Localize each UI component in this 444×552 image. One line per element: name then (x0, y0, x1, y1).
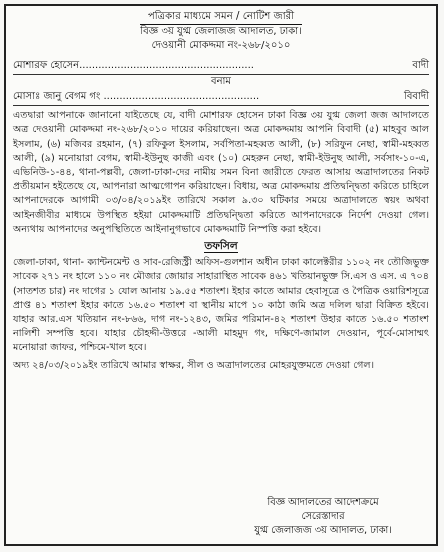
versus-label: বনাম (211, 75, 231, 87)
versus-row (13, 75, 429, 89)
plaintiff-role: বাদী (412, 59, 429, 71)
defendant-role: বিবাদী (403, 91, 429, 103)
closing-paragraph: অদ্য ২৪/০৩/২০১৯ইং তারিখে আমার স্বাক্ষর, সীল ও অত্রাদালতের মোহরযুক্তমতে দেওয়া গেল। (13, 359, 374, 371)
notice-header (13, 10, 429, 54)
schedule-paragraph: জেলা-ঢাকা, থানা- ক্যান্টনমেন্ট ও সাব-রেজিস্ট্রী অফিস-গুলশান অধীন ঢাকা কালেক্টরীর ১১০২ নং তৌজিভুক্ত সাবেক ২৭১ নং হালে ১১০ নং মৌজার জোয়ার সাহারাস্থিত সাবেক ৪৬১ খতিয়ানভুক্ত সি.এস ও এস. এ ৭০৪ (সাতশত চার) নং দাগের ১ যোল আনায় ১৯.৫৫ শতাংশ। ইহার কাতে আমার হেবাসূত্রে ও পৈত্রিক ওয়ারিশসূত্রে প্রাপ্ত ৪১ শতাংশ ইহার কাতে ১৬.৫০ শতাংশ বা স্থানীয় মাপে ১০ কাঠা জমি অত্র দলিল দ্বারা বিক্রিত হইবে। যাহার আর.এস খতিয়ান নং-৮৬৬, দাগ নং-১২৪৩, জমির পরিমান-৪২ শতাংশ উহার কাতে ১৬.৫০ শতাংশ নালিশী সম্পত্তি হবে। যাহার চৌহদ্দী-উত্তরে -আলী মাহমুদ গং, দক্ষিণে-জামাল দেওয়ান, পূর্বে-মোসাম্মৎ মনোয়ারা জাফর, পশ্চিমে-খাল হবে। (13, 257, 429, 354)
defendant-row (13, 89, 429, 106)
case-number: দেওয়ানী মোকদ্দমা নং-২৬৮/২০১০ (151, 40, 291, 52)
schedule-heading (13, 239, 429, 253)
plaintiff-row (13, 58, 429, 75)
court-name: বিজ্ঞ ৩য় যুগ্ম জেলাজজ আদালত, ঢাকা। (140, 26, 302, 38)
signature-line-1: বিজ্ঞ আদালতের আদেশক্রমে (267, 497, 379, 508)
parties-block (13, 58, 429, 107)
signature-line-2: সেরেস্তাদার (301, 511, 345, 522)
signature-line-3: যুগ্ম জেলাজজ ৩য় আদালত, ঢাকা। (254, 525, 392, 536)
court-notice (4, 4, 438, 546)
notice-title: পত্রিকার মাধ্যমে সমন / নোটিশ জারী (140, 10, 302, 25)
notice-paragraph: এতদ্বারা আপনাকে জানানো যাইতেছে যে, বাদী মোশারফ হোসেন ঢাকা বিজ্ঞ ৩য় যুগ্ম জেলা জজ আদালতে অত্র দেওয়ানী মোকদ্দমা নং-২৬৮/২০১০ দায়ের করিয়াছেন। অত্র মোকদ্দমায় আপনি বিবাদী (৫) মাহবুব আল ইসলাম, (৬) মজিবর রহমান, (৭) রফিকুল ইসলাম, সর্বপিতা-মহব্বত আলী, (৮) সরিফুন নেছা, স্বামী-মহব্বত আলী, (৯) মনোয়ারা বেগম, স্বামী-ইউনুছ কাজী এবং (১০) মেহরুন নেছা, স্বামী-ইউনুছ আলী, সর্বসাং-১০-এ, এভিনিউ-১-৪৪, থানা-পল্লবী, জেলা-ঢাকা-দের নামীয় সমন বিনা জারীতে ফেরত আসায় অত্রাদালতের নিকট প্রতীয়মান হইতেছে যে, আপনারা আত্মগোপন করিয়াছেন। বিধায়, অত্র মোকদ্দমায় প্রতিদ্বন্দ্বিতা করিতে চাহিলে আপনাদেরকে আগামী ০৩/০৪/২০১৯ইং তারিখে সকাল ৯.৩০ ঘটিকার সময়ে অত্রাদালতে স্বয়ং অথবা আইনজীবীর মাধ্যমে উপস্থিত হইয়া মোকদ্দমাটি প্রতিদ্বন্দ্বিতা করিতে আপনাদেরকে নির্দেশ দেওয়া গেল। অন্যথায় আপনাদের অনুপস্থিতিতে আইনানুগভাবে মোকদ্দমাটি নিস্পত্তি করা হইবে। (13, 110, 429, 235)
schedule-title: তফসিল (204, 240, 238, 253)
plaintiff-name: মোশারফ হোসেন....................................................... (13, 59, 254, 71)
defendant-name: মোসাঃ জানু বেগম গং ................................................. (13, 91, 260, 103)
signature-block (228, 496, 418, 538)
